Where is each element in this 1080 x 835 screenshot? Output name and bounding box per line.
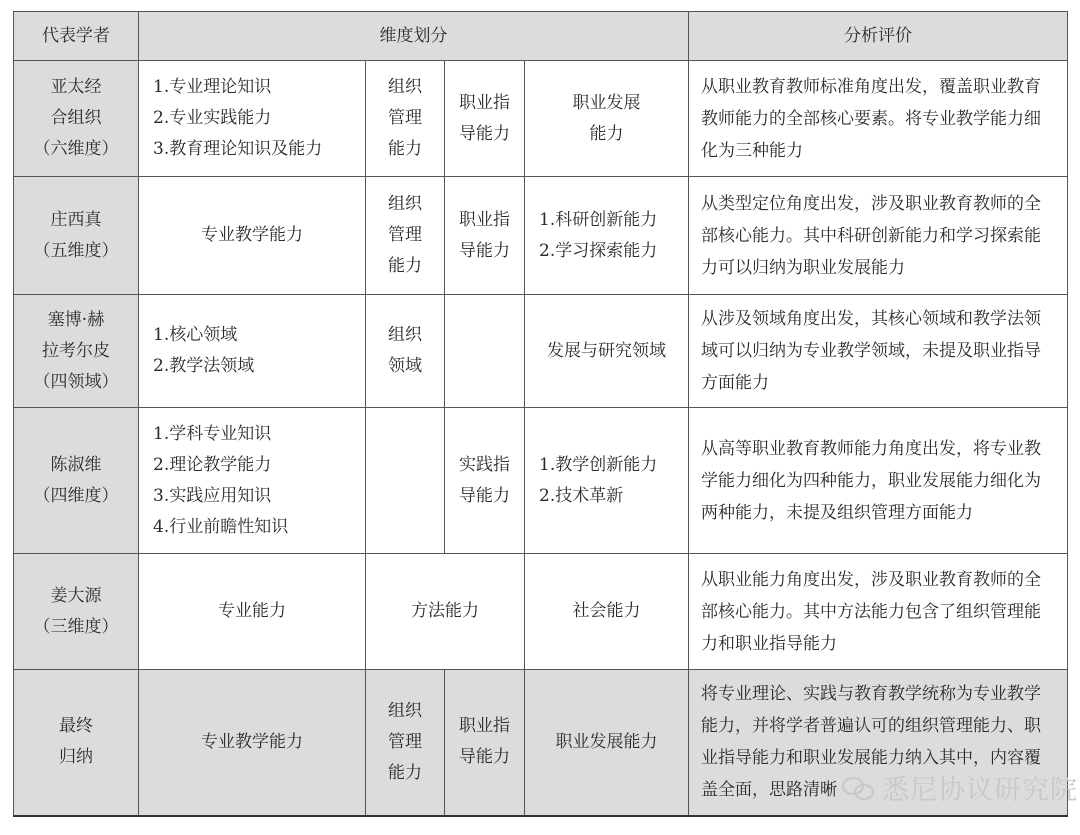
dimension-professional-cell-line: 专业教学能力 [201,731,303,752]
dimension-development-cell [525,295,689,408]
dimension-management-cell [366,61,445,177]
dimension-guidance-cell-line: 职业指 [459,209,510,230]
dimension-management-cell-line: 管理 [388,108,422,128]
dimension-professional-cell [139,554,366,670]
scholar-cell-line: （五维度） [33,240,119,261]
evaluation-cell: 从类型定位角度出发，涉及职业教育教师的全部核心能力。其中科研创新能力和学习探索能力可以归纳为职业发展能力 [689,177,1068,295]
dimension-management-cell-line: 组织 [388,194,422,214]
dimension-development-cell [525,670,689,816]
dimension-development-cell-line: 2.学习探索能力 [539,240,658,261]
scholar-cell-line: 陈淑维 [50,454,102,475]
dimension-professional-cell-line: 4.行业前瞻性知识 [153,516,289,537]
comparison-table [13,11,1068,817]
dimension-guidance-cell [445,295,525,408]
dimension-development-cell [525,177,689,295]
dimension-professional-cell-line: 2.理论教学能力 [153,454,272,475]
dimension-guidance-cell-line: 导能力 [459,747,510,768]
dimension-development-cell [525,554,689,670]
scholar-cell-line: 庄西真 [50,209,102,230]
header-scholar: 代表学者 [14,12,139,61]
dimension-development-cell-line: 发展与研究领域 [547,340,666,361]
watermark [842,768,1078,807]
table-row [14,554,1068,670]
dimension-management-cell-line: 管理 [388,225,422,245]
dimension-guidance-cell [445,177,525,295]
dimension-management-cell-line: 领域 [388,356,422,376]
table-row [14,295,1068,408]
dimension-development-cell [525,408,689,554]
header-dimensions: 维度划分 [139,12,689,61]
dimension-guidance-cell-line: 职业指 [459,92,510,113]
dimension-professional-cell-line: 2.教学法领域 [153,356,255,376]
dimension-guidance-cell [445,408,525,554]
table-header-row [14,12,1068,61]
table-row [14,177,1068,295]
dimension-professional-cell [139,408,366,554]
dimension-professional-cell-line: 1.学科专业知识 [153,423,272,444]
evaluation-cell: 将专业理论、实践与教育教学统称为专业教学能力，并将学者普遍认可的组织管理能力、职业指导能力和职业发展能力纳入其中，内容覆盖全面，思路清晰 [689,670,1068,816]
scholar-cell-line: （四维度） [33,485,119,506]
scholar-cell [14,61,139,177]
dimension-guidance-cell-line: 导能力 [459,123,510,144]
dimension-development-cell-line: 职业发展 [572,92,641,113]
dimension-management-cell-line: 组织 [388,77,422,97]
dimension-guidance-cell-line: 实践指 [459,454,510,475]
dimension-development-cell-line: 1.教学创新能力 [539,454,658,475]
dimension-management-cell [366,295,445,408]
dimension-professional-cell [139,295,366,408]
dimension-development-cell-line: 社会能力 [572,601,641,621]
watermark-text: 悉尼协议研究院 [882,775,1078,806]
dimension-development-cell-line: 1.科研创新能力 [539,209,658,230]
dimension-professional-cell-line: 1.核心领域 [153,325,238,345]
dimension-professional-cell [139,61,366,177]
scholar-cell-line: 归纳 [59,747,93,768]
scholar-cell [14,408,139,554]
header-evaluation: 分析评价 [689,12,1068,61]
dimension-management-cell-line: 管理 [388,731,422,752]
dimension-development-cell-line: 2.技术革新 [539,485,624,506]
dimension-professional-cell [139,670,366,816]
dimension-management-cell [366,177,445,295]
dimension-management-cell [366,670,445,816]
dimension-development-cell [525,61,689,177]
dimension-management-cell-line: 能力 [388,762,422,783]
dimension-guidance-cell-line: 导能力 [459,240,510,261]
scholar-cell-line: （六维度） [33,139,119,159]
scholar-cell-line: 姜大源 [50,585,102,606]
dimension-management-cell-line: 能力 [388,139,422,159]
table-row [14,61,1068,177]
evaluation-cell: 从职业教育教师标准角度出发，覆盖职业教育教师能力的全部核心要素。将专业教学能力细化为三种能力 [689,61,1068,177]
scholar-cell [14,177,139,295]
dimension-management-cell-line: 组织 [388,700,422,721]
table-row [14,408,1068,554]
dimension-professional-cell-line: 3.教育理论知识及能力 [153,139,323,159]
scholar-cell-line: （四领域） [33,371,119,392]
evaluation-cell: 从高等职业教育教师能力角度出发，将专业教学能力细化为四种能力，职业发展能力细化为两种能力，未提及组织管理方面能力 [689,408,1068,554]
dimension-guidance-cell [445,61,525,177]
dimension-guidance-cell [445,670,525,816]
dimension-guidance-cell-line: 职业指 [459,716,510,737]
scholar-cell-line: 拉考尔皮 [42,340,110,361]
scholar-cell [14,554,139,670]
scholar-cell-line: 合组织 [50,108,102,128]
scholar-cell-line: （三维度） [33,616,119,637]
evaluation-cell: 从职业能力角度出发，涉及职业教育教师的全部核心能力。其中方法能力包含了组织管理能力和职业指导能力 [689,554,1068,670]
dimension-management-cell-line: 能力 [388,256,422,276]
dimension-management-cell [366,408,445,554]
dimension-professional-cell-line: 3.实践应用知识 [153,485,272,506]
scholar-cell [14,295,139,408]
dimension-development-cell-line: 能力 [589,123,624,144]
dimension-professional-cell-line: 2.专业实践能力 [153,108,272,128]
dimension-development-cell-line: 职业发展能力 [555,731,658,752]
dimension-guidance-cell-line: 导能力 [459,485,510,506]
scholar-cell [14,670,139,816]
dimension-management-cell-line: 组织 [388,325,422,345]
evaluation-cell: 从涉及领域角度出发，其核心领域和教学法领域可以归纳为专业教学领域，未提及职业指导方面能力 [689,295,1068,408]
dimension-professional-cell-line: 专业能力 [218,601,286,621]
wechat-icon [842,775,876,801]
dimension-professional-cell-line: 1.专业理论知识 [153,77,272,97]
dimension-professional-cell-line: 专业教学能力 [201,225,303,245]
dimension-method-cell: 方法能力 [366,554,525,670]
scholar-cell-line: 塞博·赫 [47,309,105,330]
dimension-professional-cell [139,177,366,295]
scholar-cell-line: 最终 [59,716,93,737]
scholar-cell-line: 亚太经 [50,77,102,97]
